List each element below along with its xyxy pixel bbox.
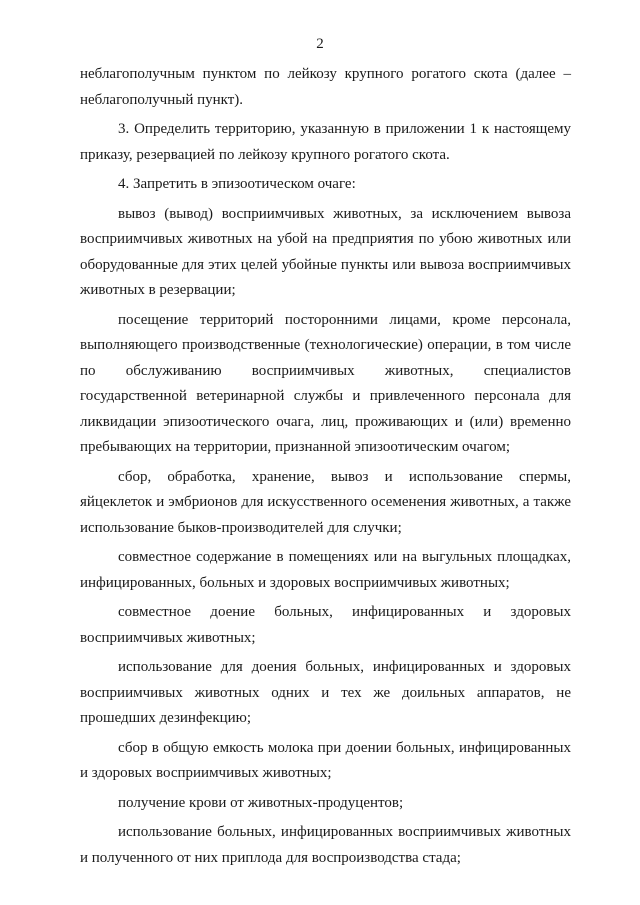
paragraph-continuation: неблагополучным пунктом по лейкозу крупного рогатого скота (далее – неблагополучный пункт). [80,66,571,108]
paragraph-ban-joint-keeping: совместное содержание в помещениях или на выгульных площадках, инфицированных, больных и здоровых восприимчивых животных; [80,549,571,591]
paragraph-ban-export: вывоз (вывод) восприимчивых животных, за исключением вывоза восприимчивых животных на убой на предприятия по убою животных или оборудованные для этих целей убойные пункты или вывоза восприимчивых животных в резервации; [80,205,571,298]
paragraph-ban-visits: посещение территорий посторонними лицами, кроме персонала, выполняющего производственные (технологические) операции, в том числе по обслуживанию восприимчивых животных, специалистов государственной ветеринарной службы и привлеченного персонала для ликвидации эпизоотического очага, лиц, проживающих и (или) временно пребывающих на территории, признанной эпизоотическим очагом; [80,311,571,455]
paragraph-ban-semen: сбор, обработка, хранение, вывоз и использование спермы, яйцеклеток и эмбрионов для искусственного осеменения животных, а также использование быков-производителей для случки; [80,468,571,536]
paragraph-item-4: 4. Запретить в эпизоотическом очаге: [118,176,356,192]
page-number: 2 [316,36,324,52]
document-body [80,62,571,871]
paragraph-ban-joint-milking: совместное доение больных, инфицированных и здоровых восприимчивых животных; [80,604,571,646]
paragraph-ban-shared-equipment: использование для доения больных, инфицированных и здоровых восприимчивых животных одних и тех же доильных аппаратов, не прошедших дезинфекцию; [80,659,571,726]
paragraph-ban-blood: получение крови от животных-продуцентов; [118,794,404,811]
paragraph-ban-reproduction: использование больных, инфицированных восприимчивых животных и полученного от них приплода для воспроизводства стада; [80,824,571,866]
paragraph-item-3: 3. Определить территорию, указанную в приложении 1 к настоящему приказу, резервацией по лейкозу крупного рогатого скота. [80,121,571,163]
paragraph-ban-common-container: сбор в общую емкость молока при доении больных, инфицированных и здоровых восприимчивых животных; [80,739,571,781]
